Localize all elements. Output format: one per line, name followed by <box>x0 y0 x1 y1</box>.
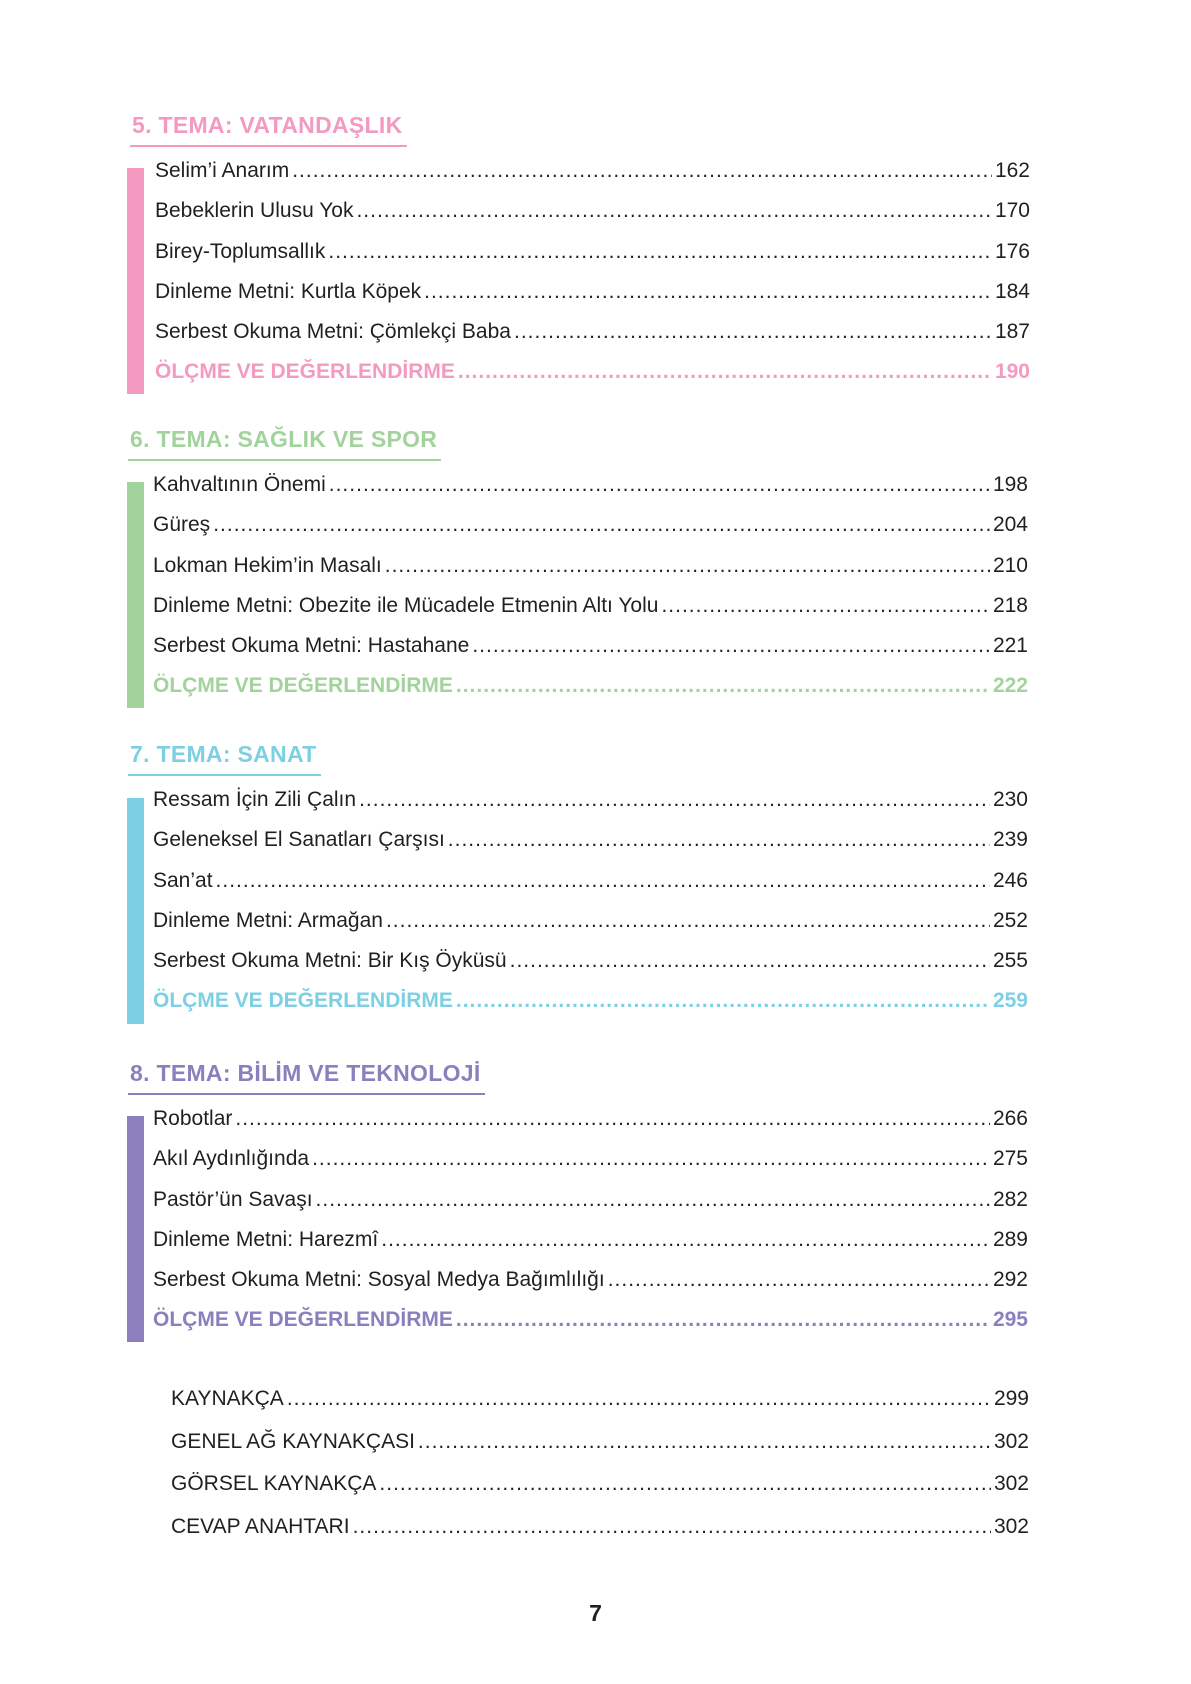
toc-entry-title: Robotlar <box>153 1107 233 1130</box>
toc-entry[interactable] <box>171 1515 1029 1558</box>
toc-entry-page: 289 <box>992 1227 1028 1251</box>
toc-entry[interactable] <box>153 473 1028 513</box>
toc-list <box>155 159 1030 401</box>
toc-entry-page: 210 <box>992 553 1028 577</box>
theme-color-bar <box>127 798 144 1024</box>
dot-leader <box>353 1515 991 1539</box>
toc-entry-title: Lokman Hekim’in Masalı <box>153 553 382 577</box>
toc-entry-title: GÖRSEL KAYNAKÇA <box>171 1472 377 1495</box>
toc-entry-page: 162 <box>994 159 1030 182</box>
toc-entry-title: ÖLÇME VE DEĞERLENDİRME <box>153 674 453 698</box>
toc-entry[interactable] <box>153 1268 1028 1308</box>
dot-leader <box>510 949 990 973</box>
toc-entry-title: GENEL AĞ KAYNAKÇASI <box>171 1429 415 1453</box>
toc-entry[interactable] <box>155 159 1030 199</box>
dot-leader <box>418 1430 991 1454</box>
toc-entry-page: 259 <box>992 989 1028 1013</box>
toc-entry-title: Ressam İçin Zili Çalın <box>153 788 357 811</box>
dot-leader <box>424 280 992 304</box>
toc-entry-page: 187 <box>994 320 1030 344</box>
toc-entry-title: Dinleme Metni: Kurtla Köpek <box>155 279 422 303</box>
toc-entry[interactable] <box>155 320 1030 360</box>
toc-entry-page: 204 <box>992 513 1028 537</box>
toc-entry[interactable] <box>153 909 1028 949</box>
dot-leader <box>448 828 990 852</box>
toc-entry-title: CEVAP ANAHTARI <box>171 1514 350 1538</box>
dot-leader <box>329 473 990 497</box>
toc-entry-title: Serbest Okuma Metni: Hastahane <box>153 634 470 658</box>
toc-entry[interactable] <box>153 1147 1028 1187</box>
toc-entry-page: 302 <box>993 1472 1029 1495</box>
toc-entry-page: 255 <box>992 949 1028 973</box>
toc-entry-evaluation[interactable] <box>153 989 1028 1029</box>
theme-title: 8. TEMA: BİLİM VE TEKNOLOJİ <box>128 1060 485 1095</box>
dot-leader <box>359 788 990 812</box>
dot-leader <box>235 1107 990 1131</box>
toc-entry-page: 230 <box>992 788 1028 811</box>
toc-entry[interactable] <box>153 788 1028 828</box>
dot-leader <box>385 554 990 578</box>
toc-entry-page: 252 <box>992 908 1028 932</box>
toc-list <box>153 473 1028 715</box>
dot-leader <box>379 1472 991 1496</box>
toc-entry-page: 302 <box>993 1514 1029 1538</box>
dot-leader <box>456 1308 990 1332</box>
dot-leader <box>456 674 990 698</box>
dot-leader <box>456 989 990 1013</box>
toc-entry-page: 266 <box>992 1107 1028 1130</box>
toc-entry[interactable] <box>171 1387 1029 1430</box>
toc-entry[interactable] <box>153 1107 1028 1147</box>
toc-entry-page: 292 <box>992 1268 1028 1292</box>
toc-entry-page: 295 <box>992 1308 1028 1332</box>
toc-entry[interactable] <box>153 1188 1028 1228</box>
theme-color-bar <box>127 168 144 394</box>
toc-entry-title: ÖLÇME VE DEĞERLENDİRME <box>153 989 453 1013</box>
toc-entry-page: 218 <box>992 593 1028 617</box>
toc-entry[interactable] <box>153 513 1028 553</box>
toc-entry-title: Birey-Toplumsallık <box>155 239 326 263</box>
dot-leader <box>328 240 992 264</box>
toc-entry[interactable] <box>153 594 1028 634</box>
dot-leader <box>661 594 990 618</box>
toc-entry-evaluation[interactable] <box>155 360 1030 400</box>
toc-list <box>153 1107 1028 1349</box>
toc-entry-title: Selim’i Anarım <box>155 159 290 182</box>
toc-entry-title: Bebeklerin Ulusu Yok <box>155 199 354 223</box>
toc-entry-page: 282 <box>992 1187 1028 1211</box>
toc-entry-page: 221 <box>992 634 1028 658</box>
toc-entry-title: Serbest Okuma Metni: Çömlekçi Baba <box>155 320 511 344</box>
toc-entry-title: Dinleme Metni: Obezite ile Mücadele Etmenin Altı Yolu <box>153 593 659 617</box>
back-matter-list <box>171 1387 1029 1557</box>
dot-leader <box>472 634 990 658</box>
dot-leader <box>458 360 992 384</box>
toc-entry-page: 222 <box>992 674 1028 698</box>
toc-entry[interactable] <box>153 869 1028 909</box>
dot-leader <box>356 199 991 223</box>
toc-entry-title: ÖLÇME VE DEĞERLENDİRME <box>155 360 455 384</box>
dot-leader <box>316 1188 990 1212</box>
theme-title: 5. TEMA: VATANDAŞLIK <box>130 112 407 147</box>
toc-entry-page: 302 <box>993 1429 1029 1453</box>
toc-entry-page: 190 <box>994 360 1030 384</box>
dot-leader <box>608 1268 990 1292</box>
toc-entry[interactable] <box>153 1228 1028 1268</box>
toc-entry-title: Akıl Aydınlığında <box>153 1147 310 1171</box>
dot-leader <box>386 909 990 933</box>
dot-leader <box>514 320 992 344</box>
toc-entry-evaluation[interactable] <box>153 674 1028 714</box>
dot-leader <box>216 869 990 893</box>
toc-entry[interactable] <box>153 828 1028 868</box>
dot-leader <box>312 1147 990 1171</box>
toc-entry-title: Güreş <box>153 513 211 537</box>
toc-entry-page: 198 <box>992 473 1028 496</box>
toc-entry-page: 239 <box>992 828 1028 852</box>
toc-entry-page: 275 <box>992 1147 1028 1171</box>
toc-entry-title: Pastör’ün Savaşı <box>153 1187 313 1211</box>
theme-title: 7. TEMA: SANAT <box>128 741 321 776</box>
toc-entry-page: 176 <box>994 239 1030 263</box>
toc-entry-title: KAYNAKÇA <box>171 1387 284 1410</box>
toc-entry-title: Serbest Okuma Metni: Bir Kış Öyküsü <box>153 949 507 973</box>
toc-entry[interactable] <box>171 1430 1029 1473</box>
toc-entry-page: 299 <box>993 1387 1029 1410</box>
toc-entry[interactable] <box>153 949 1028 989</box>
toc-entry[interactable] <box>153 554 1028 594</box>
toc-entry-page: 170 <box>994 199 1030 223</box>
toc-entry[interactable] <box>155 199 1030 239</box>
toc-entry-title: Kahvaltının Önemi <box>153 473 326 496</box>
toc-entry-page: 246 <box>992 868 1028 892</box>
toc-entry-title: Geleneksel El Sanatları Çarşısı <box>153 828 445 852</box>
dot-leader <box>213 513 990 537</box>
theme-color-bar <box>127 482 144 708</box>
theme-color-bar <box>127 1116 144 1342</box>
toc-entry-page: 184 <box>994 279 1030 303</box>
theme-title: 6. TEMA: SAĞLIK VE SPOR <box>128 426 441 461</box>
toc-entry-title: Dinleme Metni: Armağan <box>153 908 383 932</box>
toc-entry-title: Dinleme Metni: Harezmî <box>153 1227 379 1251</box>
toc-entry[interactable] <box>171 1472 1029 1515</box>
dot-leader <box>381 1228 990 1252</box>
toc-list <box>153 788 1028 1030</box>
toc-entry[interactable] <box>155 280 1030 320</box>
toc-entry-title: Serbest Okuma Metni: Sosyal Medya Bağımlılığı <box>153 1268 605 1292</box>
toc-entry-title: ÖLÇME VE DEĞERLENDİRME <box>153 1308 453 1332</box>
toc-entry-title: San’at <box>153 868 213 892</box>
page-number: 7 <box>589 1600 602 1626</box>
dot-leader <box>287 1387 991 1411</box>
toc-entry[interactable] <box>155 240 1030 280</box>
toc-entry[interactable] <box>153 634 1028 674</box>
toc-entry-evaluation[interactable] <box>153 1308 1028 1348</box>
dot-leader <box>292 159 992 183</box>
